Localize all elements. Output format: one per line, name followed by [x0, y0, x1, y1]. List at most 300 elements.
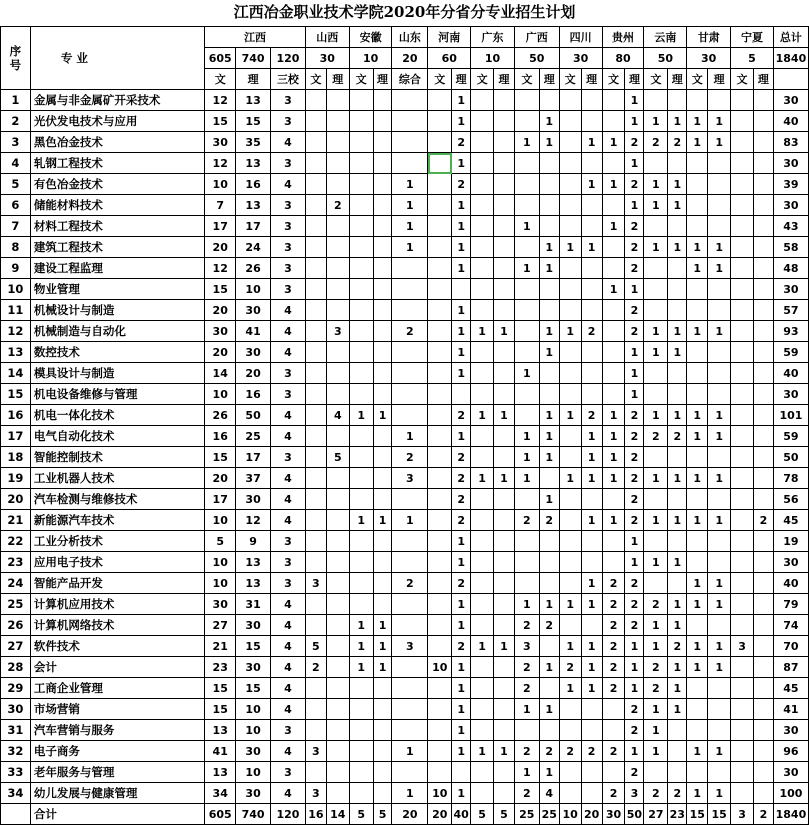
table-row — [1, 783, 809, 804]
row-cell — [471, 384, 494, 405]
row-cell — [668, 300, 687, 321]
row-cell — [428, 279, 452, 300]
row-cell — [392, 258, 428, 279]
row-cell — [471, 615, 494, 636]
row-cell: 30 — [236, 615, 271, 636]
row-cell: 2 — [559, 741, 581, 762]
row-cell: 2 — [602, 615, 625, 636]
row-cell: 4 — [271, 657, 306, 678]
row-cell — [494, 720, 515, 741]
row-cell — [373, 237, 392, 258]
row-seq: 32 — [1, 741, 31, 762]
row-cell — [392, 615, 428, 636]
row-cell: 1 — [708, 258, 731, 279]
row-cell: 1 — [644, 174, 668, 195]
row-cell: 74 — [773, 615, 808, 636]
row-cell — [514, 342, 539, 363]
subject-header: 理 — [539, 69, 559, 90]
row-cell — [326, 741, 349, 762]
row-cell — [731, 405, 754, 426]
row-cell: 10 — [559, 804, 581, 825]
row-cell: 30 — [773, 90, 808, 111]
row-cell — [559, 342, 581, 363]
row-cell — [471, 216, 494, 237]
row-cell: 5 — [305, 636, 326, 657]
province-quota: 10 — [471, 48, 515, 69]
row-seq: 3 — [1, 132, 31, 153]
row-cell: 605 — [205, 804, 236, 825]
row-cell — [602, 111, 625, 132]
row-cell: 26 — [205, 405, 236, 426]
row-cell — [428, 216, 452, 237]
row-cell — [668, 573, 687, 594]
row-cell — [349, 321, 373, 342]
row-cell: 1 — [668, 342, 687, 363]
row-cell: 5 — [494, 804, 515, 825]
row-cell: 21 — [205, 636, 236, 657]
row-cell: 1 — [539, 258, 559, 279]
row-cell — [731, 153, 754, 174]
row-cell: 2 — [668, 426, 687, 447]
table-row — [1, 258, 809, 279]
row-cell: 10 — [428, 657, 452, 678]
row-cell — [373, 489, 392, 510]
row-cell — [753, 300, 773, 321]
row-cell — [471, 426, 494, 447]
row-cell — [708, 363, 731, 384]
row-cell — [539, 90, 559, 111]
row-cell — [644, 363, 668, 384]
row-cell — [708, 342, 731, 363]
row-cell — [392, 279, 428, 300]
row-cell: 1 — [644, 195, 668, 216]
row-cell: 96 — [773, 741, 808, 762]
row-cell — [471, 657, 494, 678]
row-cell — [602, 342, 625, 363]
row-cell: 1 — [625, 657, 644, 678]
row-cell — [494, 153, 515, 174]
row-cell: 1 — [602, 279, 625, 300]
row-cell: 2 — [644, 783, 668, 804]
table-row — [1, 573, 809, 594]
row-cell: 3 — [271, 762, 306, 783]
row-cell — [428, 468, 452, 489]
row-cell — [731, 594, 754, 615]
row-cell: 1 — [581, 237, 602, 258]
row-cell — [471, 300, 494, 321]
row-cell — [668, 447, 687, 468]
row-cell — [326, 762, 349, 783]
row-cell — [494, 195, 515, 216]
province-header: 宁夏 — [731, 27, 774, 48]
row-cell — [559, 258, 581, 279]
row-cell: 1 — [668, 699, 687, 720]
row-cell: 1 — [349, 615, 373, 636]
row-major: 汽车营销与服务 — [30, 720, 204, 741]
row-cell: 1 — [559, 468, 581, 489]
subject-header: 理 — [753, 69, 773, 90]
row-cell: 30 — [773, 552, 808, 573]
row-cell — [392, 153, 428, 174]
row-cell: 1 — [602, 447, 625, 468]
row-cell — [305, 489, 326, 510]
row-cell: 2 — [452, 468, 471, 489]
subject-header: 文 — [602, 69, 625, 90]
row-cell — [471, 783, 494, 804]
table-row — [1, 510, 809, 531]
row-cell — [753, 384, 773, 405]
row-cell — [668, 720, 687, 741]
row-cell — [708, 300, 731, 321]
row-cell — [753, 174, 773, 195]
row-cell — [559, 573, 581, 594]
row-cell — [428, 552, 452, 573]
row-cell: 93 — [773, 321, 808, 342]
row-cell — [668, 258, 687, 279]
row-cell: 100 — [773, 783, 808, 804]
row-cell — [392, 342, 428, 363]
table-row — [1, 468, 809, 489]
row-cell — [305, 678, 326, 699]
row-cell — [326, 237, 349, 258]
row-cell — [326, 132, 349, 153]
row-major: 应用电子技术 — [30, 552, 204, 573]
table-row — [1, 762, 809, 783]
row-cell: 5 — [373, 804, 392, 825]
row-cell: 1 — [668, 552, 687, 573]
row-cell — [494, 132, 515, 153]
row-cell — [349, 342, 373, 363]
row-cell: 23 — [668, 804, 687, 825]
table-row — [1, 300, 809, 321]
row-cell: 16 — [205, 426, 236, 447]
row-cell — [471, 132, 494, 153]
row-cell: 4 — [271, 426, 306, 447]
row-cell: 1 — [708, 510, 731, 531]
row-cell — [428, 699, 452, 720]
row-cell: 3 — [326, 321, 349, 342]
row-cell: 1 — [644, 342, 668, 363]
table-row — [1, 174, 809, 195]
row-cell — [326, 384, 349, 405]
row-cell: 25 — [236, 426, 271, 447]
row-cell — [644, 531, 668, 552]
province-header: 云南 — [644, 27, 687, 48]
row-cell: 30 — [773, 720, 808, 741]
row-cell — [471, 720, 494, 741]
row-cell: 1 — [668, 678, 687, 699]
row-cell — [753, 132, 773, 153]
row-cell — [428, 111, 452, 132]
row-cell — [428, 489, 452, 510]
row-cell: 2 — [514, 615, 539, 636]
row-cell — [514, 321, 539, 342]
row-cell: 2 — [452, 636, 471, 657]
row-cell: 1 — [452, 300, 471, 321]
row-cell — [668, 531, 687, 552]
row-cell: 4 — [271, 636, 306, 657]
row-cell: 740 — [236, 804, 271, 825]
row-cell: 1 — [452, 426, 471, 447]
row-cell: 5 — [471, 804, 494, 825]
row-cell: 1 — [602, 510, 625, 531]
row-cell — [326, 153, 349, 174]
row-cell: 3 — [305, 783, 326, 804]
row-cell: 1 — [708, 132, 731, 153]
row-cell — [731, 552, 754, 573]
row-cell — [349, 363, 373, 384]
row-cell — [731, 510, 754, 531]
row-cell: 1 — [392, 195, 428, 216]
row-cell: 3 — [392, 636, 428, 657]
table-row — [1, 699, 809, 720]
row-cell: 1 — [539, 657, 559, 678]
row-cell: 2 — [644, 426, 668, 447]
row-cell — [373, 111, 392, 132]
row-cell — [753, 594, 773, 615]
row-cell: 2 — [539, 510, 559, 531]
row-cell — [373, 426, 392, 447]
province-header: 广西 — [514, 27, 559, 48]
row-cell: 2 — [625, 510, 644, 531]
row-cell — [305, 216, 326, 237]
row-cell: 1 — [687, 594, 708, 615]
subject-header: 文 — [349, 69, 373, 90]
row-cell — [305, 699, 326, 720]
subject-header: 文 — [471, 69, 494, 90]
row-cell — [494, 783, 515, 804]
row-cell — [731, 783, 754, 804]
row-cell — [373, 447, 392, 468]
row-cell — [326, 174, 349, 195]
row-cell: 5 — [205, 531, 236, 552]
row-cell — [373, 468, 392, 489]
row-cell: 2 — [602, 594, 625, 615]
row-cell — [428, 300, 452, 321]
row-cell — [514, 384, 539, 405]
row-cell: 30 — [236, 300, 271, 321]
selected-cell[interactable] — [428, 153, 452, 174]
row-cell: 1 — [514, 258, 539, 279]
row-cell: 10 — [428, 783, 452, 804]
row-cell — [494, 678, 515, 699]
row-cell — [349, 111, 373, 132]
row-cell: 2 — [625, 447, 644, 468]
row-cell: 10 — [205, 174, 236, 195]
table-row — [1, 531, 809, 552]
row-cell — [305, 342, 326, 363]
row-cell: 2 — [452, 510, 471, 531]
province-header: 四川 — [559, 27, 602, 48]
row-cell — [731, 132, 754, 153]
row-cell: 2 — [625, 594, 644, 615]
row-cell: 1 — [708, 741, 731, 762]
row-cell: 4 — [271, 468, 306, 489]
row-cell: 4 — [326, 405, 349, 426]
row-cell — [428, 741, 452, 762]
row-cell — [373, 279, 392, 300]
row-major: 机械制造与自动化 — [30, 321, 204, 342]
subject-header: 理 — [708, 69, 731, 90]
row-cell: 3 — [514, 636, 539, 657]
table-row — [1, 384, 809, 405]
row-cell: 2 — [452, 174, 471, 195]
table-row — [1, 657, 809, 678]
row-major: 新能源汽车技术 — [30, 510, 204, 531]
row-cell — [753, 216, 773, 237]
row-cell — [494, 489, 515, 510]
row-cell: 23 — [205, 657, 236, 678]
row-cell — [708, 153, 731, 174]
row-cell — [349, 720, 373, 741]
row-major: 材料工程技术 — [30, 216, 204, 237]
row-cell — [326, 720, 349, 741]
row-cell — [326, 636, 349, 657]
row-cell — [494, 90, 515, 111]
row-cell: 48 — [773, 258, 808, 279]
row-cell — [428, 678, 452, 699]
row-cell — [731, 720, 754, 741]
row-cell: 17 — [205, 216, 236, 237]
row-seq: 2 — [1, 111, 31, 132]
row-cell: 1 — [602, 174, 625, 195]
row-cell: 1 — [559, 678, 581, 699]
row-cell — [581, 216, 602, 237]
row-seq: 26 — [1, 615, 31, 636]
row-cell: 1 — [494, 636, 515, 657]
row-cell: 1 — [514, 468, 539, 489]
row-cell — [731, 237, 754, 258]
row-cell: 1 — [644, 321, 668, 342]
row-cell — [494, 594, 515, 615]
row-cell — [581, 279, 602, 300]
row-cell — [687, 678, 708, 699]
row-cell: 1 — [602, 132, 625, 153]
row-cell: 41 — [773, 699, 808, 720]
row-cell — [428, 321, 452, 342]
row-cell — [559, 279, 581, 300]
row-cell — [452, 384, 471, 405]
row-cell — [559, 132, 581, 153]
row-cell — [471, 342, 494, 363]
row-cell: 1 — [392, 174, 428, 195]
row-cell: 12 — [236, 510, 271, 531]
subject-header: 文 — [514, 69, 539, 90]
row-cell: 30 — [236, 741, 271, 762]
row-cell: 50 — [773, 447, 808, 468]
row-cell: 1 — [625, 195, 644, 216]
row-cell — [392, 405, 428, 426]
row-cell: 17 — [236, 216, 271, 237]
total-quota: 1840 — [773, 48, 808, 69]
table-row — [1, 321, 809, 342]
row-cell — [494, 447, 515, 468]
row-cell — [559, 489, 581, 510]
province-header: 山东 — [392, 27, 428, 48]
row-cell — [373, 699, 392, 720]
row-cell — [644, 384, 668, 405]
row-cell: 2 — [514, 741, 539, 762]
row-cell — [428, 510, 452, 531]
subject-header: 文 — [428, 69, 452, 90]
row-cell — [753, 405, 773, 426]
row-cell: 1 — [708, 573, 731, 594]
row-seq: 23 — [1, 552, 31, 573]
row-cell: 3 — [271, 720, 306, 741]
row-cell — [687, 762, 708, 783]
row-cell — [708, 489, 731, 510]
row-cell — [305, 447, 326, 468]
row-cell: 2 — [514, 678, 539, 699]
row-cell — [349, 258, 373, 279]
row-cell — [494, 762, 515, 783]
row-cell — [731, 342, 754, 363]
row-cell — [428, 258, 452, 279]
table-row — [1, 342, 809, 363]
row-cell — [753, 111, 773, 132]
row-cell — [753, 237, 773, 258]
row-cell — [392, 657, 428, 678]
row-cell: 30 — [773, 153, 808, 174]
row-cell — [687, 300, 708, 321]
row-cell — [326, 594, 349, 615]
row-cell — [731, 447, 754, 468]
row-cell: 15 — [205, 699, 236, 720]
row-seq: 15 — [1, 384, 31, 405]
row-major: 计算机网络技术 — [30, 615, 204, 636]
row-cell — [731, 615, 754, 636]
row-seq: 21 — [1, 510, 31, 531]
row-cell — [494, 657, 515, 678]
row-cell: 13 — [236, 195, 271, 216]
row-cell — [539, 468, 559, 489]
row-cell: 1 — [539, 447, 559, 468]
row-cell — [581, 153, 602, 174]
province-quota: 605 — [205, 48, 236, 69]
row-cell: 20 — [205, 468, 236, 489]
row-cell — [539, 279, 559, 300]
row-cell: 16 — [236, 384, 271, 405]
row-cell — [753, 657, 773, 678]
row-cell — [514, 300, 539, 321]
row-major: 模具设计与制造 — [30, 363, 204, 384]
row-cell — [708, 762, 731, 783]
row-cell — [452, 279, 471, 300]
row-cell: 2 — [668, 132, 687, 153]
row-cell: 30 — [602, 804, 625, 825]
row-cell — [644, 153, 668, 174]
row-seq: 10 — [1, 279, 31, 300]
row-major: 机电设备维修与管理 — [30, 384, 204, 405]
row-seq: 9 — [1, 258, 31, 279]
row-cell — [731, 573, 754, 594]
row-cell: 1 — [708, 321, 731, 342]
row-cell: 1 — [687, 573, 708, 594]
row-cell — [494, 258, 515, 279]
row-cell — [644, 216, 668, 237]
row-cell: 30 — [205, 132, 236, 153]
row-cell: 3 — [271, 279, 306, 300]
row-cell — [349, 279, 373, 300]
table-row — [1, 678, 809, 699]
row-cell — [559, 510, 581, 531]
row-major: 金属与非金属矿开采技术 — [30, 90, 204, 111]
row-cell — [731, 699, 754, 720]
row-seq: 11 — [1, 300, 31, 321]
row-cell — [349, 783, 373, 804]
row-cell — [494, 363, 515, 384]
row-cell — [559, 216, 581, 237]
